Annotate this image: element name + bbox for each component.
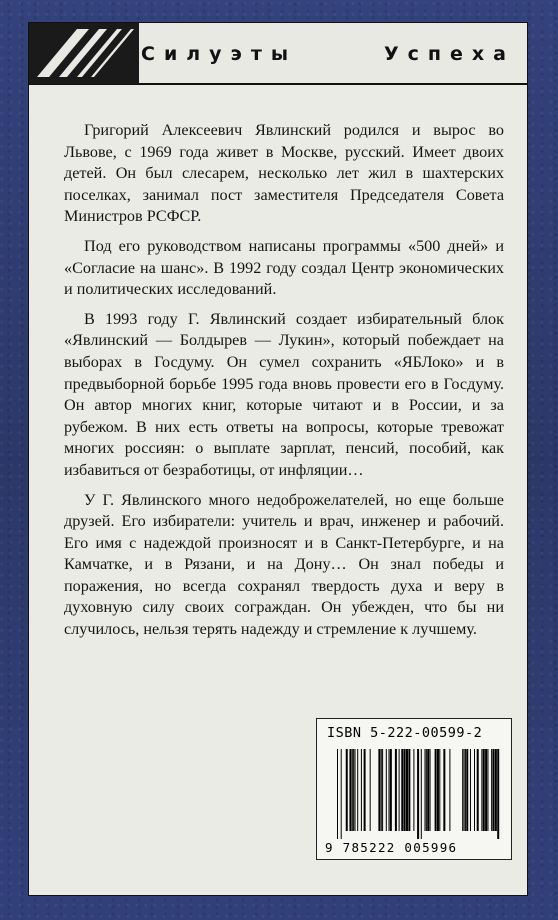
series-title-word-1: Силуэты xyxy=(141,43,298,65)
series-header xyxy=(28,22,528,84)
annotation-paragraph: У Г. Явлинского много недоброжелателей, но еще больше друзей. Его избиратели: учитель и врач, инженер и рабочий. Его имя с надеждой произносят и в Санкт-Петербурге, и на Камчатке, и в Рязани, и на Дону… Он знал победы и поражения, но всегда сохранял твердость духа и веру в духовную силу своих сограждан. Он убежден, что бы ни случилось, нельзя терять надежду и стремление к лучшему. xyxy=(64,490,504,639)
barcode-icon xyxy=(333,749,501,839)
isbn-label: ISBN 5-222-00599-2 xyxy=(327,725,483,741)
annotation-paragraph: В 1993 году Г. Явлинский создает избирательный блок «Явлинский — Болдырев — Лукин», который побеждает на выборах в Госдуму. Он сумел сохранить «ЯБЛоко» и в предвыборной борьбе 1995 года вновь провести его в Госдуму. Он автор многих книг, которые читают и в России, и за рубежом. В них есть ответы на вопросы, которые тревожат многих россиян: о выплате зарплат, пенсий, пособий, как избавиться от безработицы, от инфляции… xyxy=(64,309,504,479)
series-title-word-2: Успеха xyxy=(383,43,515,65)
barcode-number: 9 785222 005996 xyxy=(325,840,458,855)
isbn-block xyxy=(316,718,512,860)
diagonal-stripes-logo-icon xyxy=(29,23,139,85)
annotation-paragraph: Григорий Алексеевич Явлинский родился и вырос во Львове, с 1969 года живет в Москве, русский. Имеет двоих детей. Он был слесарем, несколько лет жил в шахтерских поселках, занимал пост заместителя Председателя Совета Министров РСФСР. xyxy=(64,121,504,226)
annotation-paragraph: Под его руководством написаны программы «500 дней» и «Согласие на шанс». В 1992 году создал Центр экономических и политических исследований. xyxy=(64,236,504,299)
annotation-text xyxy=(64,120,504,649)
series-title xyxy=(141,37,529,71)
